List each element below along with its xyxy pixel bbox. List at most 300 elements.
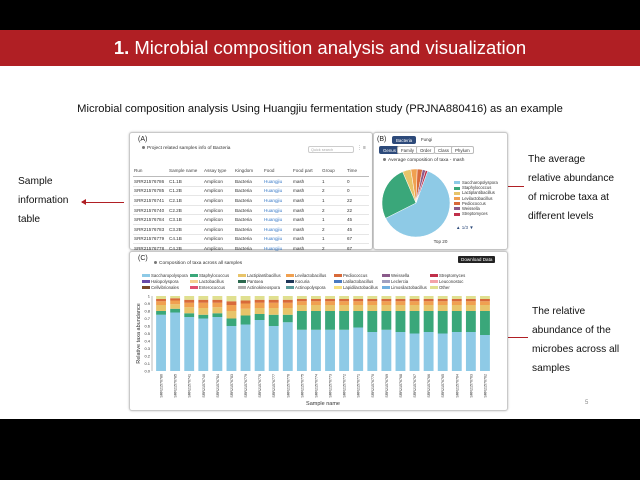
table-cell: Amplicon: [203, 215, 234, 225]
table-cell: 2: [321, 186, 346, 196]
bar-segment[interactable]: [452, 305, 462, 311]
table-cell: Amplicon: [203, 205, 234, 215]
legend-label: Limosilactobacillus: [391, 285, 427, 290]
bar-segment[interactable]: [410, 305, 420, 311]
bar-segment[interactable]: [156, 301, 166, 305]
x-tick-label: SRR21576765: [441, 374, 446, 398]
legend-label: Saccharopolyspora: [462, 180, 498, 185]
bar-segment[interactable]: [466, 332, 476, 371]
bar-segment[interactable]: [396, 301, 406, 305]
bar-segment[interactable]: [212, 300, 222, 303]
column-header[interactable]: Assay type: [203, 165, 234, 177]
bar-segment[interactable]: [381, 301, 391, 305]
y-tick-label: 0.6: [144, 323, 150, 329]
bar-segment[interactable]: [212, 303, 222, 308]
bar-segment[interactable]: [184, 313, 194, 317]
table-row[interactable]: [133, 196, 369, 206]
dot-icon: [142, 146, 145, 149]
bar-segment[interactable]: [381, 299, 391, 301]
bar-segment[interactable]: [353, 311, 363, 328]
bar-segment[interactable]: [452, 296, 462, 299]
table-cell: 1: [321, 196, 346, 206]
bar-segment[interactable]: [156, 296, 166, 299]
pie-footer: Top 20: [433, 239, 448, 244]
annotation-line: Sample: [18, 176, 53, 187]
bar-segment[interactable]: [311, 330, 321, 371]
panel-b-label: (B): [377, 136, 387, 143]
bar-segment[interactable]: [396, 311, 406, 332]
bar-segment[interactable]: [297, 311, 307, 330]
bar-segment[interactable]: [297, 330, 307, 371]
bar-segment[interactable]: [198, 308, 208, 315]
table-cell[interactable]: Huangjiu: [263, 177, 292, 187]
table-cell: Amplicon: [203, 244, 234, 254]
x-tick-label: SRR21576741: [187, 374, 192, 398]
bar-segment[interactable]: [227, 326, 237, 371]
bar-segment[interactable]: [438, 311, 448, 334]
bar-segment[interactable]: [325, 311, 335, 330]
legend-item[interactable]: [454, 211, 498, 216]
download-data-button[interactable]: Download Data: [458, 256, 495, 263]
legend-label: Weissella: [391, 273, 410, 278]
sample-table: [133, 165, 369, 254]
panel-c-stacked-bars: [129, 251, 508, 411]
annotation-line: different levels: [528, 211, 594, 222]
bar-segment[interactable]: [212, 317, 222, 371]
bar-segment[interactable]: [480, 311, 490, 335]
column-header[interactable]: Group: [321, 165, 346, 177]
table-cell: 45: [346, 224, 369, 234]
bar-segment[interactable]: [269, 315, 279, 326]
slide-subtitle: Microbial composition analysis Using Huangjiu fermentation study (PRJNA880416) as an example: [77, 103, 563, 115]
bar-segment[interactable]: [297, 296, 307, 299]
bar-segment[interactable]: [424, 299, 434, 301]
table-row[interactable]: [133, 177, 369, 187]
level-tab-genus[interactable]: Genus: [379, 146, 400, 154]
bar-segment[interactable]: [184, 317, 194, 371]
bar-segment[interactable]: [269, 308, 279, 315]
bar-segment[interactable]: [424, 305, 434, 311]
bar-segment[interactable]: [480, 335, 490, 371]
table-cell: mash: [292, 205, 321, 215]
page-number: 5: [585, 400, 589, 406]
legend-label: Leuconostoc: [439, 279, 464, 284]
legend-swatch: [454, 181, 460, 184]
bar-segment[interactable]: [466, 305, 476, 311]
legend-swatch: [454, 207, 460, 210]
bar-segment[interactable]: [438, 301, 448, 305]
bar-segment[interactable]: [255, 320, 265, 371]
bar-segment[interactable]: [283, 308, 293, 315]
bar-segment[interactable]: [311, 299, 321, 301]
x-tick-label: SRR21576772: [342, 374, 347, 398]
table-cell[interactable]: Huangjiu: [263, 186, 292, 196]
y-tick-label: 0.1: [144, 361, 150, 366]
table-cell: Bacteria: [234, 205, 263, 215]
x-tick-label: SRR21576784: [215, 374, 220, 398]
table-cell: mash: [292, 224, 321, 234]
bar-segment[interactable]: [480, 299, 490, 301]
menu-icon[interactable]: ≡: [363, 145, 366, 151]
bar-segment[interactable]: [283, 303, 293, 308]
bar-segment[interactable]: [212, 296, 222, 300]
level-tab-family[interactable]: Family: [397, 146, 418, 154]
x-tick-label: SRR21576763: [469, 374, 474, 398]
filter-icon[interactable]: ⋮: [357, 145, 362, 151]
bar-segment[interactable]: [424, 301, 434, 305]
bar-segment[interactable]: [255, 296, 265, 300]
bar-segment[interactable]: [480, 301, 490, 305]
bar-segment[interactable]: [396, 296, 406, 299]
table-cell: SRR21576741: [133, 196, 168, 206]
bar-segment[interactable]: [227, 311, 237, 319]
bar-segment[interactable]: [353, 299, 363, 301]
legend-label: Pediococcus: [343, 273, 368, 278]
panel-c-label: (C): [138, 255, 148, 262]
bar-segment[interactable]: [367, 311, 377, 332]
table-row[interactable]: [133, 234, 369, 244]
bar-segment[interactable]: [466, 311, 476, 332]
legend-label: Levilactobacillus: [462, 195, 493, 201]
bar-segment[interactable]: [255, 300, 265, 303]
bar-segment[interactable]: [297, 299, 307, 301]
bar-segment[interactable]: [339, 330, 349, 371]
legend-label: Lactiplantibacillus: [247, 273, 281, 278]
y-tick-label: 1: [147, 293, 150, 299]
column-header[interactable]: Food: [263, 165, 292, 177]
table-cell[interactable]: Huangjiu: [263, 234, 292, 244]
bar-segment[interactable]: [283, 296, 293, 300]
bar-segment[interactable]: [311, 305, 321, 311]
table-cell[interactable]: Huangjiu: [263, 244, 292, 254]
tab-fungi[interactable]: Fungi: [418, 136, 435, 144]
column-header[interactable]: Time: [346, 165, 369, 177]
bar-segment[interactable]: [184, 307, 194, 313]
x-tick-label: SRR21576740: [201, 374, 206, 398]
bar-segment[interactable]: [339, 305, 349, 311]
y-tick-label: 0.2: [144, 353, 150, 359]
column-header[interactable]: Sample name: [168, 165, 203, 177]
bar-segment[interactable]: [170, 304, 180, 309]
panel-a-title: [142, 146, 230, 151]
x-tick-label: SRR21576775: [300, 374, 305, 398]
legend-label: Enterococcus: [199, 285, 226, 290]
bar-segment[interactable]: [424, 311, 434, 332]
legend-label: Lactiplantibacillus: [462, 190, 495, 196]
bar-segment[interactable]: [255, 314, 265, 320]
bar-segment[interactable]: [241, 304, 251, 309]
annotation-line: The average: [528, 154, 586, 165]
table-header-row: [133, 165, 369, 177]
table-cell[interactable]: Huangjiu: [263, 215, 292, 225]
bar-segment[interactable]: [353, 305, 363, 311]
bar-segment[interactable]: [381, 330, 391, 371]
bar-segment[interactable]: [269, 296, 279, 300]
table-cell: 0: [346, 186, 369, 196]
table-cell: SRR21576786: [133, 177, 168, 187]
table-cell[interactable]: Huangjiu: [263, 196, 292, 206]
legend-label: Kocuria: [295, 279, 310, 284]
bar-segment[interactable]: [283, 300, 293, 303]
bar-segment[interactable]: [466, 299, 476, 301]
bar-segment[interactable]: [170, 296, 180, 298]
bar-segment[interactable]: [438, 334, 448, 372]
bar-segment[interactable]: [170, 313, 180, 372]
table-cell: SRR21576778: [133, 244, 168, 254]
bar-segment[interactable]: [269, 303, 279, 308]
table-cell: 2: [321, 205, 346, 215]
bar-segment[interactable]: [325, 305, 335, 311]
table-cell: Bacteria: [234, 224, 263, 234]
bar-segment[interactable]: [367, 299, 377, 301]
annotation-line: relative abundance: [528, 173, 615, 184]
annotation-line: abundance of the: [532, 325, 611, 336]
table-cell[interactable]: Huangjiu: [263, 224, 292, 234]
bar-segment[interactable]: [198, 303, 208, 308]
legend-swatch: [454, 192, 460, 195]
bar-segment[interactable]: [438, 299, 448, 301]
pager-text: 1/3: [461, 225, 468, 230]
legend-swatch: [454, 202, 460, 205]
table-cell: mash: [292, 186, 321, 196]
bar-segment[interactable]: [396, 299, 406, 301]
table-cell: mash: [292, 196, 321, 206]
bar-segment[interactable]: [227, 301, 237, 305]
table-cell: Bacteria: [234, 234, 263, 244]
annotation-line: table: [18, 214, 41, 225]
bar-segment[interactable]: [156, 305, 166, 311]
table-cell: C4.2B: [168, 244, 203, 254]
annotation-line: of microbe taxa at: [528, 192, 609, 203]
bar-segment[interactable]: [396, 332, 406, 371]
column-header[interactable]: Run: [133, 165, 168, 177]
tab-bacteria[interactable]: Bacteria: [392, 136, 416, 144]
legend-label: Lactobacillus: [199, 279, 224, 284]
table-row[interactable]: [133, 186, 369, 196]
level-tab-phylum[interactable]: Phylum: [451, 146, 474, 154]
bar-segment[interactable]: [170, 301, 180, 305]
legend-label: Cellvibrionales: [151, 285, 179, 290]
title-number: 1.: [113, 37, 130, 58]
table-cell: mash: [292, 234, 321, 244]
title-text: Microbial composition analysis and visualization: [134, 37, 527, 58]
legend-label: Lapidilactobacillus: [343, 285, 378, 290]
x-axis-label: Sample name: [306, 401, 340, 407]
bar-segment[interactable]: [367, 305, 377, 311]
legend-label: Streptomyces: [462, 211, 488, 217]
bar-segment[interactable]: [396, 305, 406, 311]
table-cell: 2: [321, 224, 346, 234]
bar-segment[interactable]: [325, 301, 335, 305]
bar-segment[interactable]: [311, 296, 321, 299]
x-tick-label: SRR21576777: [272, 374, 277, 398]
bar-segment[interactable]: [367, 296, 377, 299]
bar-segment[interactable]: [241, 316, 251, 325]
table-cell[interactable]: Huangjiu: [263, 205, 292, 215]
bar-segment[interactable]: [339, 301, 349, 305]
bar-segment[interactable]: [269, 300, 279, 303]
annotation-sample-info: [18, 172, 68, 229]
bar-segment[interactable]: [381, 305, 391, 311]
table-cell: 0: [346, 177, 369, 187]
bar-segment[interactable]: [311, 311, 321, 330]
bar-segment[interactable]: [241, 325, 251, 372]
bar-segment[interactable]: [452, 299, 462, 301]
bar-segment[interactable]: [353, 301, 363, 305]
x-tick-label: SRR21576786: [159, 374, 164, 398]
bar-segment[interactable]: [410, 296, 420, 299]
table-cell: SRR21576779: [133, 234, 168, 244]
bar-segment[interactable]: [241, 309, 251, 316]
y-tick-label: 0.3: [144, 346, 150, 351]
legend-label: Halopolyspora: [151, 279, 179, 284]
column-header[interactable]: Food part: [292, 165, 321, 177]
bar-segment[interactable]: [424, 332, 434, 371]
table-cell: SRR21576785: [133, 186, 168, 196]
bar-segment[interactable]: [156, 311, 166, 315]
pie-legend: [454, 180, 498, 216]
bar-segment[interactable]: [241, 296, 251, 301]
bar-segment[interactable]: [156, 299, 166, 301]
bar-segment[interactable]: [353, 296, 363, 299]
bar-segment[interactable]: [452, 311, 462, 332]
bar-segment[interactable]: [156, 315, 166, 371]
bar-segment[interactable]: [410, 301, 420, 305]
bar-segment[interactable]: [184, 303, 194, 308]
bar-segment[interactable]: [339, 299, 349, 301]
bar-segment[interactable]: [184, 296, 194, 300]
x-tick-label: SRR21576785: [173, 374, 178, 398]
pie-pager[interactable]: ▲ 1/3 ▼: [456, 225, 474, 230]
bar-segment[interactable]: [480, 305, 490, 311]
annotation-line: information: [18, 195, 69, 206]
bar-segment[interactable]: [339, 296, 349, 299]
bar-segment[interactable]: [283, 322, 293, 371]
table-cell: mash: [292, 244, 321, 254]
table-cell: Amplicon: [203, 177, 234, 187]
bar-segment[interactable]: [452, 301, 462, 305]
bar-segment[interactable]: [438, 296, 448, 299]
legend-label: Pantoea: [247, 279, 264, 284]
bar-segment[interactable]: [367, 332, 377, 371]
y-tick-label: 0.0: [144, 368, 150, 374]
bar-segment[interactable]: [325, 330, 335, 371]
bar-segment[interactable]: [367, 301, 377, 305]
bar-segment[interactable]: [227, 296, 237, 301]
legend-swatch: [454, 187, 460, 190]
bar-segment[interactable]: [198, 300, 208, 303]
x-tick-label: SRR21576764: [455, 374, 460, 398]
level-tab-order[interactable]: Order: [416, 146, 435, 154]
table-cell: mash: [292, 215, 321, 225]
column-header[interactable]: Kingdom: [234, 165, 263, 177]
bar-segment[interactable]: [212, 307, 222, 313]
table-cell: 22: [346, 196, 369, 206]
bar-segment[interactable]: [198, 315, 208, 319]
annotation-line: The relative: [532, 306, 586, 317]
x-tick-label: SRR21576771: [356, 374, 361, 398]
table-row[interactable]: [133, 224, 369, 234]
panel-b-average-composition: [373, 132, 508, 250]
bar-segment[interactable]: [297, 305, 307, 311]
bar-segment[interactable]: [269, 326, 279, 371]
bar-segment[interactable]: [381, 311, 391, 330]
table-cell: C1.1B: [168, 177, 203, 187]
arrow-sample-info: [82, 202, 124, 203]
bar-segment[interactable]: [311, 301, 321, 305]
table-cell: Bacteria: [234, 186, 263, 196]
legend-label: Streptomyces: [439, 273, 466, 278]
bar-segment[interactable]: [255, 303, 265, 308]
bar-segment[interactable]: [410, 334, 420, 372]
table-cell: Bacteria: [234, 244, 263, 254]
bar-segment[interactable]: [212, 313, 222, 317]
table-cell: Bacteria: [234, 196, 263, 206]
bar-segment[interactable]: [410, 299, 420, 301]
table-cell: SRR21576783: [133, 224, 168, 234]
stacked-bar-chart: [130, 252, 507, 410]
bar-segment[interactable]: [198, 319, 208, 372]
bar-segment[interactable]: [170, 309, 180, 313]
x-tick-label: SRR21576768: [398, 374, 403, 398]
search-input[interactable]: Quick search: [308, 146, 354, 153]
bar-segment[interactable]: [198, 296, 208, 300]
panel-a-label: (A): [138, 136, 148, 143]
table-cell: Amplicon: [203, 186, 234, 196]
bar-segment[interactable]: [255, 308, 265, 314]
legend-swatch: [454, 197, 460, 200]
bar-segment[interactable]: [325, 296, 335, 299]
panel-c-title-text: Composition of taxa across all samples: [159, 261, 243, 266]
table-cell: 1: [321, 234, 346, 244]
bar-segment[interactable]: [452, 332, 462, 371]
table-cell: 1: [321, 177, 346, 187]
x-tick-label: SRR21576776: [286, 374, 291, 398]
bar-segment[interactable]: [184, 300, 194, 303]
bar-segment[interactable]: [438, 305, 448, 311]
panel-a-sample-table: [129, 132, 373, 250]
bar-segment[interactable]: [339, 311, 349, 330]
bar-segment[interactable]: [283, 315, 293, 323]
bar-segment[interactable]: [227, 305, 237, 311]
bar-segment[interactable]: [466, 301, 476, 305]
bar-segment[interactable]: [227, 319, 237, 327]
table-cell: 45: [346, 215, 369, 225]
table-row[interactable]: [133, 205, 369, 215]
legend-label: Saccharopolyspora: [151, 273, 188, 278]
bar-segment[interactable]: [241, 301, 251, 304]
bar-segment[interactable]: [466, 296, 476, 299]
table-cell: Amplicon: [203, 234, 234, 244]
bar-segment[interactable]: [353, 328, 363, 372]
x-tick-label: SRR21576779: [244, 374, 249, 398]
x-tick-label: SRR21576767: [413, 374, 418, 398]
level-tab-class[interactable]: Class: [434, 146, 453, 154]
bar-segment[interactable]: [424, 296, 434, 299]
title-bar: [0, 30, 640, 66]
table-row[interactable]: [133, 215, 369, 225]
bar-segment[interactable]: [410, 311, 420, 334]
table-cell: Amplicon: [203, 196, 234, 206]
bar-segment[interactable]: [325, 299, 335, 301]
bar-segment[interactable]: [381, 296, 391, 299]
table-cell: 67: [346, 234, 369, 244]
bar-segment[interactable]: [297, 301, 307, 305]
bar-segment[interactable]: [170, 298, 180, 300]
bar-segment[interactable]: [480, 296, 490, 299]
table-cell: Amplicon: [203, 224, 234, 234]
legend-label: Staphylococcus: [462, 185, 492, 191]
